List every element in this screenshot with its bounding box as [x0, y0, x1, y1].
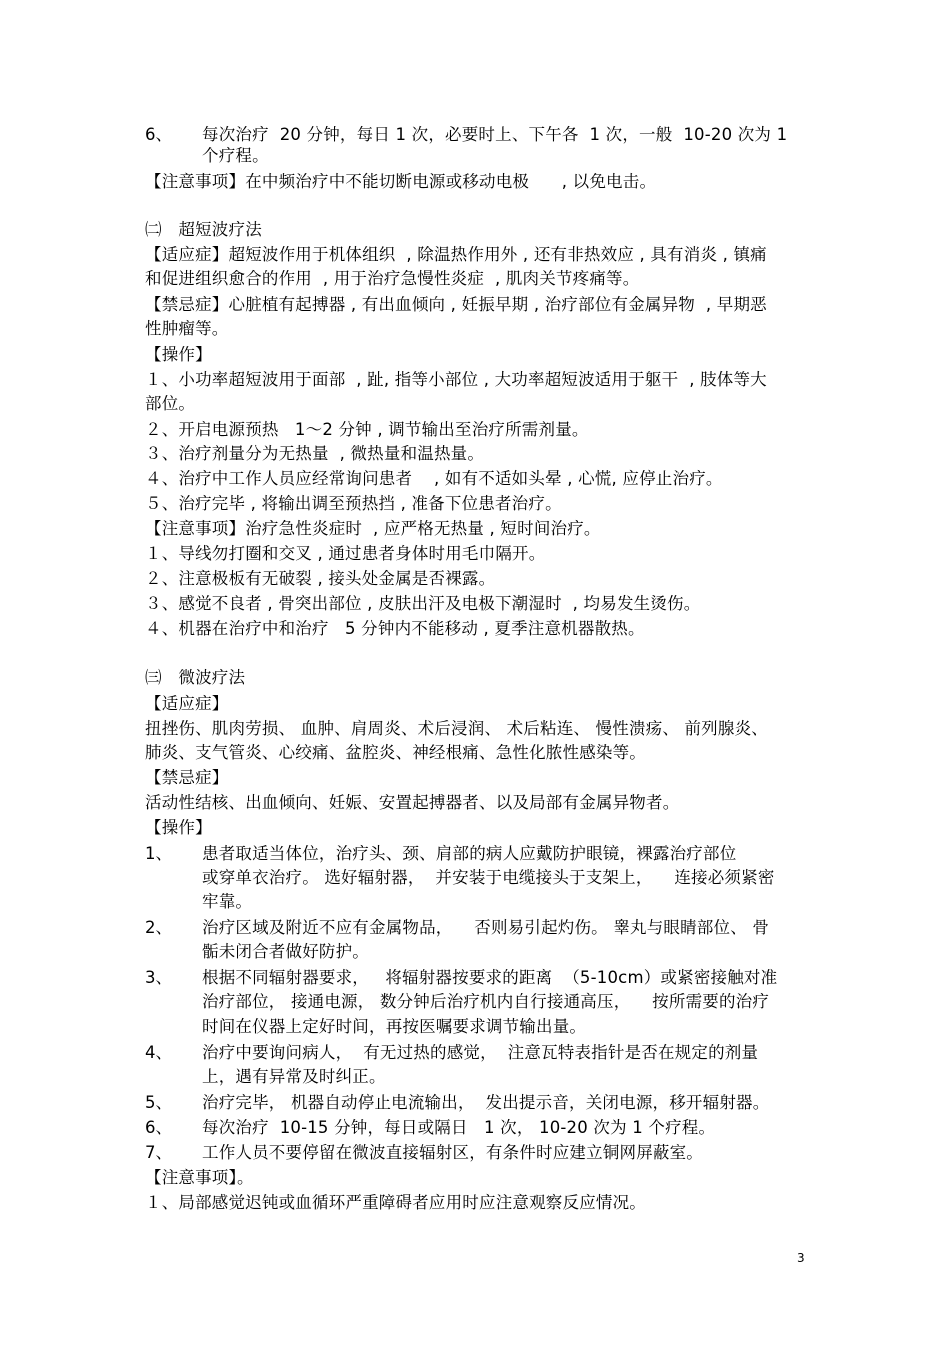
- text-line: 【操作】: [145, 345, 212, 364]
- text-line: 个疗程。: [202, 146, 269, 165]
- text-line: 【注意事项】。: [145, 1168, 254, 1187]
- item-number: 6、: [145, 1118, 172, 1137]
- text-line: 【禁忌症】心脏植有起搏器 , 有出血倾向 , 妊振早期 , 治疗部位有金属异物 , 早期恶: [145, 295, 767, 314]
- text-line: ２、注意极板有无破裂 , 接头处金属是否裸露。: [145, 569, 496, 588]
- text-line: 扭挫伤、肌肉劳损、 血肿、肩周炎、术后浸润、 术后粘连、 慢性溃疡、 前列腺炎、: [145, 719, 768, 738]
- text-line: 上，遇有异常及时纠正。: [202, 1067, 386, 1086]
- page-number: 3: [797, 1251, 805, 1265]
- text-line: 【注意事项】治疗急性炎症时 , 应严格无热量 , 短时间治疗。: [145, 519, 601, 538]
- text-line: 或穿单衣治疗。 选好辐射器， 并安装于电缆接头于支架上， 连接必须紧密: [202, 868, 775, 887]
- text-line: ４、治疗中工作人员应经常询问患者 , 如有不适如头晕 , 心慌, 应停止治疗。: [145, 469, 723, 488]
- text-line: 部位。: [145, 394, 196, 413]
- text-line: 每次治疗 20 分钟，每日 1 次，必要时上、下午各 1 次，一般 10-20 次为 1: [202, 125, 788, 144]
- text-line: 治疗完毕， 机器自动停止电流输出， 发出提示音，关闭电源，移开辐射器。: [202, 1093, 770, 1112]
- text-line: 骺未闭合者做好防护。: [202, 942, 369, 961]
- text-line: 性肿瘤等。: [145, 319, 229, 338]
- text-line: 治疗部位， 接通电源， 数分钟后治疗机内自行接通高压， 按所需要的治疗: [202, 992, 770, 1011]
- text-line: ２、开启电源预热 1～2 分钟 , 调节输出至治疗所需剂量。: [145, 420, 589, 439]
- text-line: 活动性结核、出血倾向、妊娠、安置起搏器者、以及局部有金属异物者。: [145, 793, 680, 812]
- text-line: １、小功率超短波用于面部 , 趾, 指等小部位 , 大功率超短波适用于躯干 , 肢体等大: [145, 370, 767, 389]
- section-heading: ㈡ 超短波疗法: [145, 220, 262, 239]
- text-line: 【适应症】: [145, 694, 229, 713]
- text-line: 时间在仪器上定好时间，再按医嘱要求调节输出量。: [202, 1017, 587, 1036]
- text-line: 工作人员不要停留在微波直接辐射区，有条件时应建立铜网屏蔽室。: [202, 1143, 703, 1162]
- section-heading: ㈢ 微波疗法: [145, 668, 246, 687]
- text-line: １、导线勿打圈和交叉 , 通过患者身体时用毛巾隔开。: [145, 544, 546, 563]
- text-line: 和促进组织愈合的作用 , 用于治疗急慢性炎症 , 肌肉关节疼痛等。: [145, 269, 640, 288]
- text-line: 治疗中要询问病人， 有无过热的感觉， 注意瓦特表指针是否在规定的剂量: [202, 1043, 759, 1062]
- item-number: 4、: [145, 1043, 172, 1062]
- text-line: 根据不同辐射器要求， 将辐射器按要求的距离 （5-10cm）或紧密接触对准: [202, 968, 778, 987]
- text-line: 患者取适当体位，治疗头、颈、肩部的病人应戴防护眼镜，裸露治疗部位: [202, 844, 737, 863]
- text-line: １、局部感觉迟钝或血循环严重障碍者应用时应注意观察反应情况。: [145, 1193, 646, 1212]
- text-line: 【适应症】超短波作用于机体组织 , 除温热作用外 , 还有非热效应 , 具有消炎 , 镇痛: [145, 245, 767, 264]
- text-line: 牢靠。: [202, 892, 253, 911]
- text-line: 【注意事项】在中频治疗中不能切断电源或移动电极 , 以免电击。: [145, 172, 657, 191]
- text-line: ５、治疗完毕 , 将输出调至预热挡 , 准备下位患者治疗。: [145, 494, 562, 513]
- item-number: 6、: [145, 125, 172, 144]
- text-line: ３、感觉不良者 , 骨突出部位 , 皮肤出汗及电极下潮湿时 , 均易发生烫伤。: [145, 594, 701, 613]
- item-number: 5、: [145, 1093, 172, 1112]
- text-line: ３、治疗剂量分为无热量 , 微热量和温热量。: [145, 444, 485, 463]
- item-number: 3、: [145, 968, 172, 987]
- text-line: 治疗区域及附近不应有金属物品， 否则易引起灼伤。 睾丸与眼睛部位、 骨: [202, 918, 770, 937]
- text-line: 每次治疗 10-15 分钟，每日或隔日 1 次， 10-20 次为 1 个疗程。: [202, 1118, 716, 1137]
- text-line: 【操作】: [145, 818, 212, 837]
- item-number: 7、: [145, 1143, 172, 1162]
- item-number: 1、: [145, 844, 172, 863]
- text-line: 肺炎、支气管炎、心绞痛、盆腔炎、神经根痛、急性化脓性感染等。: [145, 743, 646, 762]
- text-line: ４、机器在治疗中和治疗 5 分钟内不能移动 , 夏季注意机器散热。: [145, 619, 645, 638]
- item-number: 2、: [145, 918, 172, 937]
- text-line: 【禁忌症】: [145, 768, 229, 787]
